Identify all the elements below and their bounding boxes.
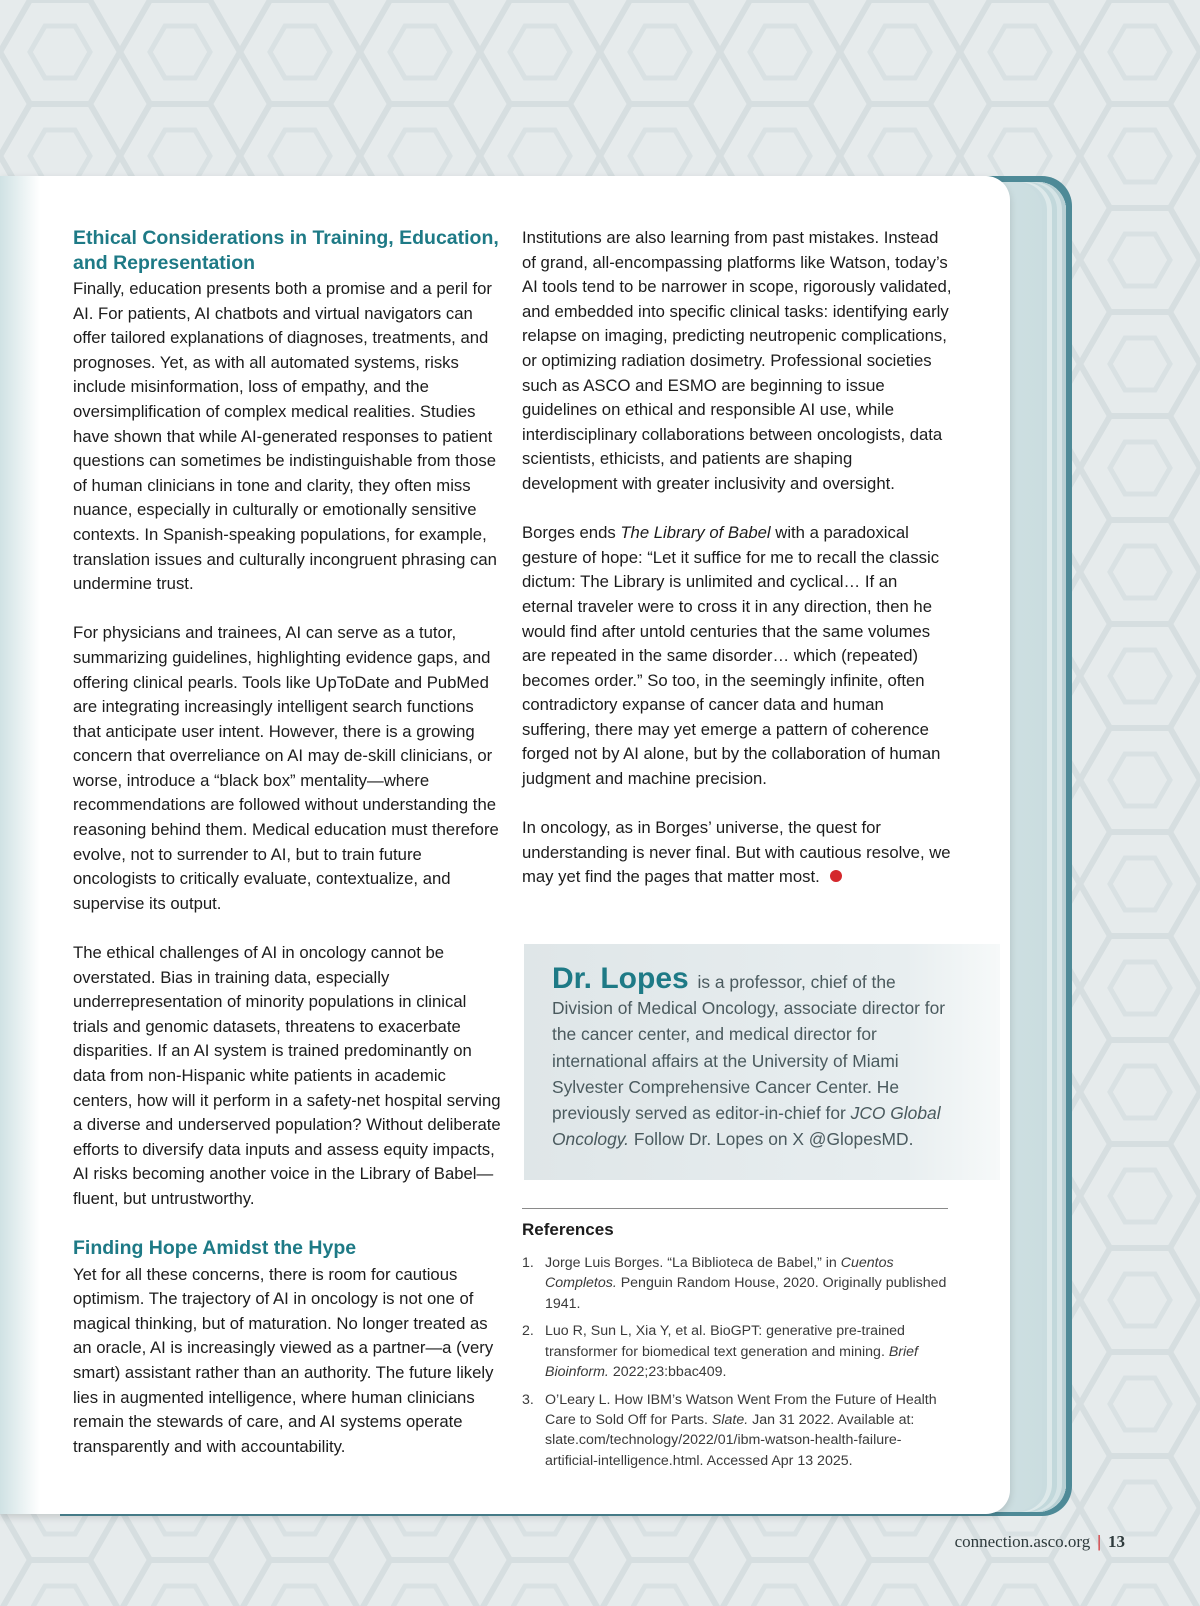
reference-number: 1.	[522, 1255, 534, 1271]
journal-name: JCO Global Oncology.	[552, 1103, 941, 1150]
paragraph: Finally, education presents both a promise and a peril for AI. For patients, AI chatbots and virtual navigators can offer tailored explanations of diagnoses, treatments, and prognoses. Yet, as with all automated systems, risks include misinformation, loss of empathy, and the oversimplification of complex medical realities. Studies have shown that while AI-generated responses to patient questions can sometimes be indistinguishable from those of human clinicians in tone and clarity, they often miss nuance, especially in culturally or emotionally sensitive contexts. In Spanish-speaking populations, for example, translation issues and culturally incongruent phrasing can undermine trust.	[73, 279, 497, 594]
section-heading-ethics: Ethical Considerations in Training, Education, and Representation	[73, 227, 499, 274]
references-list	[522, 1253, 952, 1478]
paragraph: Yet for all these concerns, there is room for cautious optimism. The trajectory of AI in oncology is not one of magical thinking, but of maturation. No longer treated as an oracle, AI is increasingly viewed as a partner—a (very smart) assistant rather than an authority. The future likely lies in augmented intelligence, where human clinicians remain the stewards of care, and AI systems operate transparently and with accountability.	[73, 1264, 494, 1456]
reference-text: Jan 31 2022. Available at: slate.com/technology/2022/01/ibm-watson-health-failure-artificial-intelligence.html. Accessed Apr 13 2025.	[545, 1412, 915, 1469]
reference-number: 2.	[522, 1323, 534, 1340]
author-name: Dr. Lopes	[552, 962, 689, 995]
bio-text: Follow Dr. Lopes on X @GlopesMD.	[629, 1129, 914, 1150]
reference-number: 3.	[522, 1391, 534, 1408]
author-bio-box	[524, 944, 1000, 1180]
site-url: connection.asco.org	[954, 1532, 1091, 1551]
end-mark-icon	[830, 870, 842, 882]
reference-text: 2022;23:bbac409.	[608, 1363, 727, 1380]
left-column	[73, 226, 501, 1459]
magazine-page	[0, 176, 1010, 1514]
bio-text: is a professor, chief of the Division of Medical Oncology, associate director for the cancer center, and medical director for international affairs at the University of Miami Sylvester Comprehensive Cancer Center. He previously served as editor-in-chief for	[552, 972, 946, 1124]
page-footer	[955, 1532, 1125, 1552]
references-divider	[522, 1208, 948, 1209]
reference-text: Luo R, Sun L, Xia Y, et al. BioGPT: generative pre-trained transformer for biomedical text generation and mining.	[545, 1323, 905, 1360]
paragraph: For physicians and trainees, AI can serve as a tutor, summarizing guidelines, highlighting evidence gaps, and offering clinical pearls. Tools like UpToDate and PubMed are integrating increasingly intelligent search functions that anticipate user intent. However, there is a growing concern that overreliance on AI may de-skill clinicians, or worse, introduce a “black box” mentality—where recommendations are followed without understanding the reasoning behind them. Medical education must therefore evolve, not to surrender to AI, but to train future oncologists to critically evaluate, contextualize, and supervise its output.	[73, 623, 499, 913]
reference-item	[522, 1253, 952, 1314]
book-title: The Library of Babel	[620, 523, 771, 543]
references-title: References	[522, 1220, 614, 1239]
paragraph: Institutions are also learning from past mistakes. Instead of grand, all-encompassing platforms like Watson, today’s AI tools tend to be narrower in scope, rigorously validated, and embedded into specific clinical tasks: identifying early relapse on imaging, predicting neutropenic complications, or optimizing radiation dosimetry. Professional societies such as ASCO and ESMO are beginning to issue guidelines on ethical and responsible AI use, while interdisciplinary collaborations between oncologists, data scientists, ethicists, and patients are shaping development with greater inclusivity and oversight.	[522, 228, 952, 493]
reference-text: Penguin Random House, 2020. Originally published 1941.	[545, 1275, 947, 1312]
text-run: with a paradoxical gesture of hope: “Let it suffice for me to recall the classic dictum: The Library is unlimited and cyclical… If an eternal traveler were to cross it in any direction, then he would find after untold centuries that the same volumes are repeated in the same disorder… which (repeated) becomes order.” So too, in the seemingly infinite, often contradictory expanse of cancer data and human suffering, there may yet emerge a pattern of coherence forged not by AI alone, but by the collaboration of human judgment and machine precision.	[522, 523, 941, 789]
reference-source: Cuentos Completos.	[545, 1255, 894, 1292]
paragraph	[522, 521, 952, 792]
reference-source: Slate.	[711, 1412, 749, 1429]
reference-text: O’Leary L. How IBM’s Watson Went From the Future of Health Care to Sold Off for Parts.	[545, 1391, 937, 1429]
reference-item	[522, 1321, 952, 1382]
section-heading-hope: Finding Hope Amidst the Hype	[73, 1237, 357, 1260]
closing-paragraph	[522, 816, 952, 890]
page-number: 13	[1108, 1532, 1125, 1551]
footer-separator: |	[1097, 1532, 1101, 1551]
text-run: In oncology, as in Borges’ universe, the quest for understanding is never final. But with cautious resolve, we may yet find the pages that matter most.	[522, 818, 951, 887]
paragraph: The ethical challenges of AI in oncology cannot be overstated. Bias in training data, especially underrepresentation of minority populations in clinical trials and genomic datasets, threatens to exacerbate disparities. If an AI system is trained predominantly on data from non-Hispanic white patients in academic centers, how will it perform in a safety-net hospital serving a diverse and underserved population? Without deliberate efforts to diversify data inputs and assess equity impacts, AI risks becoming another voice in the Library of Babel—fluent, but untrustworthy.	[73, 943, 501, 1208]
reference-text: Jorge Luis Borges. “La Biblioteca de Babel,” in	[545, 1255, 841, 1271]
reference-source: Brief Bioinform.	[545, 1343, 918, 1380]
text-run: Borges ends	[522, 523, 621, 543]
right-column	[522, 226, 952, 890]
reference-item	[522, 1390, 952, 1471]
